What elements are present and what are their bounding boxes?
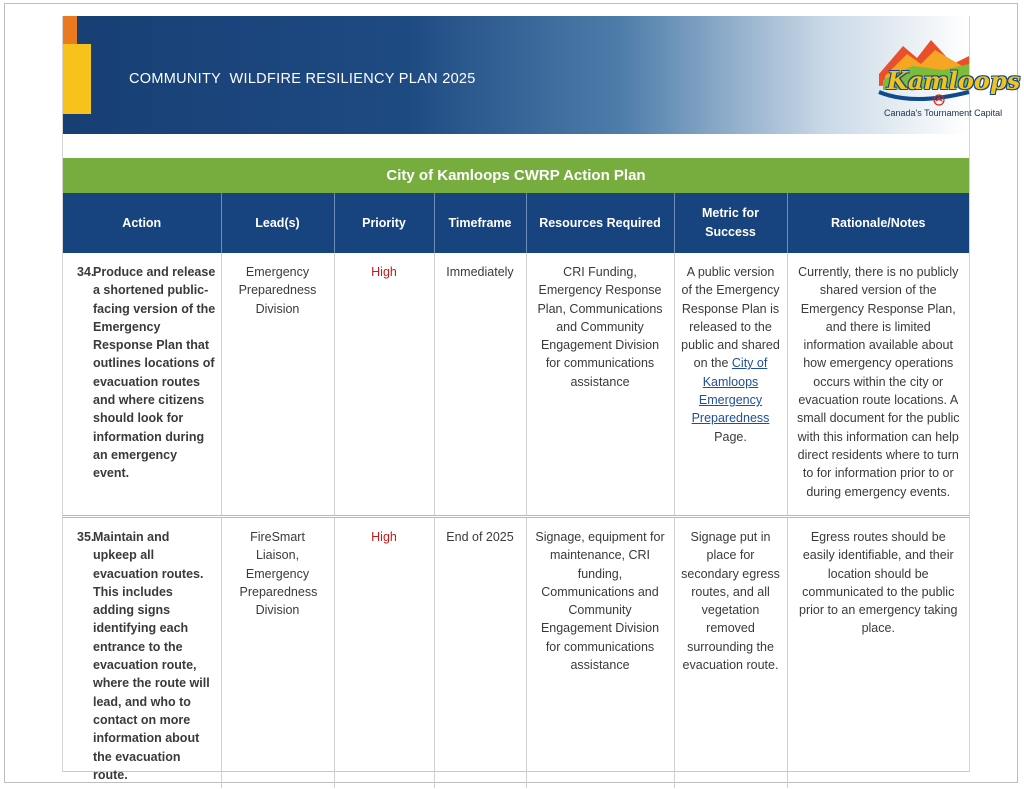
notes-cell: Egress routes should be easily identifiable, and their location should be communicated to the public prior to an emergency taking place. [787,517,969,789]
action-cell [63,517,221,789]
column-header-metric: Metric for Success [674,193,787,253]
action-number: 35. [77,530,95,544]
logo-tagline: Canada's Tournament Capital [884,108,1003,118]
column-header-leads: Lead(s) [221,193,334,253]
action-cell [63,253,221,517]
table-header-row [63,193,969,253]
metric-cell: Signage put in place for secondary egress routes, and all vegetation removed surrounding the evacuation route. [674,517,787,789]
table-title: City of Kamloops CWRP Action Plan [63,158,969,193]
action-plan-table [63,193,969,788]
timeframe-cell: Immediately [434,253,526,517]
priority-value: High [371,530,397,544]
emergency-preparedness-link[interactable]: City of Kamloops Emergency Preparedness [691,356,770,426]
action-text: Produce and release a shortened public-facing version of the Emergency Response Plan that outlines locations of evacuation routes and where citizens should look for information during an emergency event. [93,265,216,481]
column-header-priority: Priority [334,193,434,253]
kamloops-logo [873,30,1021,120]
metric-text-end: Page. [714,429,747,444]
document-title: COMMUNITY WILDFIRE RESILIENCY PLAN 2025 [129,71,476,87]
priority-value: High [371,265,397,279]
leads-cell: FireSmart Liaison, Emergency Preparedness Division [221,517,334,789]
logo-wordmark: Kamloops [887,66,1021,95]
metric-text: A public version of the Emergency Response Plan is released to the public and shared on the [681,265,780,371]
resources-cell: Signage, equipment for maintenance, CRI funding, Communications and Community Engagement Division for communications assistance [526,517,674,789]
column-header-resources: Resources Required [526,193,674,253]
notes-cell: Currently, there is no publicly shared version of the Emergency Response Plan, and there is limited information available about how emergency operations occurs within the city or evacuation route locations. A small document for the public with this information can help direct residents where to turn to for information prior to or during emergency events. [787,253,969,517]
header-banner [63,16,1021,134]
metric-cell [674,253,787,517]
table-row [63,517,969,789]
resources-cell: CRI Funding, Emergency Response Plan, Communications and Community Engagement Division for communications assistance [526,253,674,517]
table-row [63,253,969,517]
priority-cell [334,253,434,517]
column-header-action: Action [63,193,221,253]
action-text: Maintain and upkeep all evacuation routes. This includes adding signs identifying each entrance to the evacuation route, where the route will lead, and who to contact on more information about the evacuation route. [93,530,210,782]
yellow-accent-bar [63,44,91,114]
leads-cell: Emergency Preparedness Division [221,253,334,517]
column-header-timeframe: Timeframe [434,193,526,253]
document-page [62,16,1021,782]
action-number: 34. [77,265,95,279]
timeframe-cell: End of 2025 [434,517,526,789]
priority-cell [334,517,434,789]
column-header-notes: Rationale/Notes [787,193,969,253]
